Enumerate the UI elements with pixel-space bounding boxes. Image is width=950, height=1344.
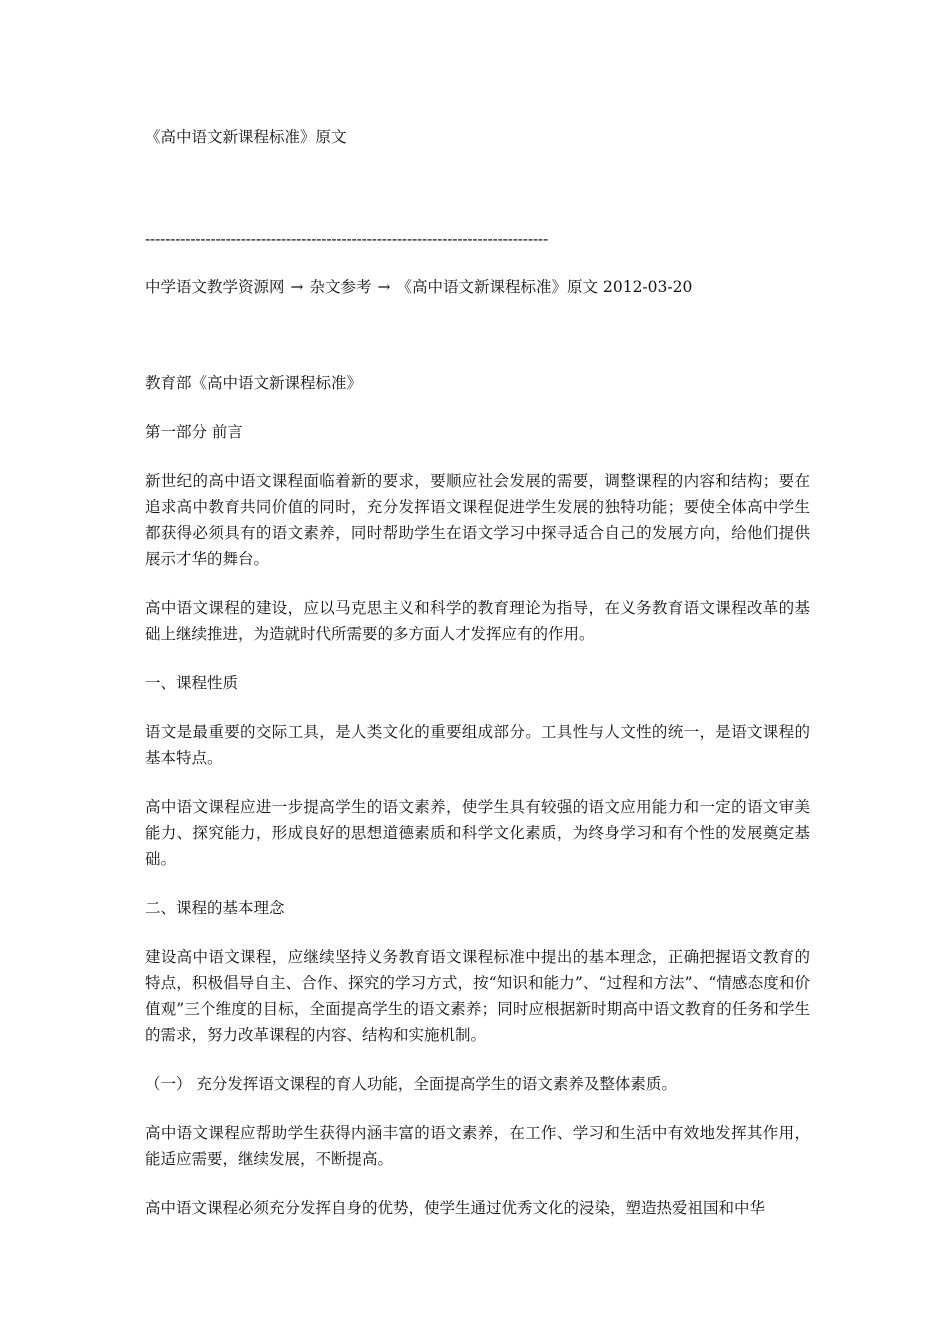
document-title: 《高中语文新课程标准》原文 — [145, 128, 347, 146]
breadcrumb-section: 杂文参考 — [309, 278, 372, 296]
paragraph: 语文是最重要的交际工具，是人类文化的重要组成部分。工具性与人文性的统一，是语文课程的基本特点。 — [145, 723, 810, 767]
section-heading: 第一部分 前言 — [145, 423, 243, 441]
paragraph: 高中语文课程应帮助学生获得内涵丰富的语文素养，在工作、学习和生活中有效地发挥其作用，能适应需要，继续发展，不断提高。 — [145, 1124, 810, 1168]
paragraph: 高中语文课程的建设，应以马克思主义和科学的教育理论为指导，在义务教育语文课程改革的基础上继续推进，为造就时代所需要的多方面人才发挥应有的作用。 — [145, 599, 810, 643]
breadcrumb-arrow-icon: → — [377, 278, 391, 296]
section-heading: 二、课程的基本理念 — [145, 899, 285, 917]
divider-line: -------------------------------------------------------------------------------- — [145, 230, 548, 248]
subtitle: 教育部《高中语文新课程标准》 — [145, 374, 363, 392]
section-heading: 一、课程性质 — [145, 674, 239, 692]
paragraph: 新世纪的高中语文课程面临着新的要求，要顺应社会发展的需要，调整课程的内容和结构；要在追求高中教育共同价值的同时，充分发挥语文课程促进学生发展的独特功能；要使全体高中学生都获得必须具有的语文素养，同时帮助学生在语文学习中探寻适合自己的发展方向，给他们提供展示才华的舞台。 — [145, 472, 810, 568]
breadcrumb-site: 中学语文教学资源网 — [145, 278, 285, 296]
breadcrumb-page: 《高中语文新课程标准》原文 — [396, 278, 599, 296]
breadcrumb-arrow-icon: → — [290, 278, 304, 296]
paragraph: 建设高中语文课程，应继续坚持义务教育语文课程标准中提出的基本理念，正确把握语文教育的特点，积极倡导自主、合作、探究的学习方式，按“知识和能力”、“过程和方法”、“情感态度和价值观”三个维度的目标，全面提高学生的语文素养；同时应根据新时期高中语文教育的任务和学生的需求，努力改革课程的内容、结构和实施机制。 — [145, 948, 810, 1044]
breadcrumb-date: 2012-03-20 — [602, 278, 693, 296]
document-body — [145, 370, 810, 1244]
subsection-heading: （一） 充分发挥语文课程的育人功能，全面提高学生的语文素养及整体素质。 — [145, 1075, 677, 1093]
paragraph: 高中语文课程应进一步提高学生的语文素养，使学生具有较强的语文应用能力和一定的语文审美能力、探究能力，形成良好的思想道德素质和科学文化素质，为终身学习和有个性的发展奠定基础。 — [145, 798, 810, 868]
paragraph: 高中语文课程必须充分发挥自身的优势，使学生通过优秀文化的浸染，塑造热爱祖国和中华 — [145, 1199, 766, 1217]
breadcrumb — [145, 274, 692, 300]
